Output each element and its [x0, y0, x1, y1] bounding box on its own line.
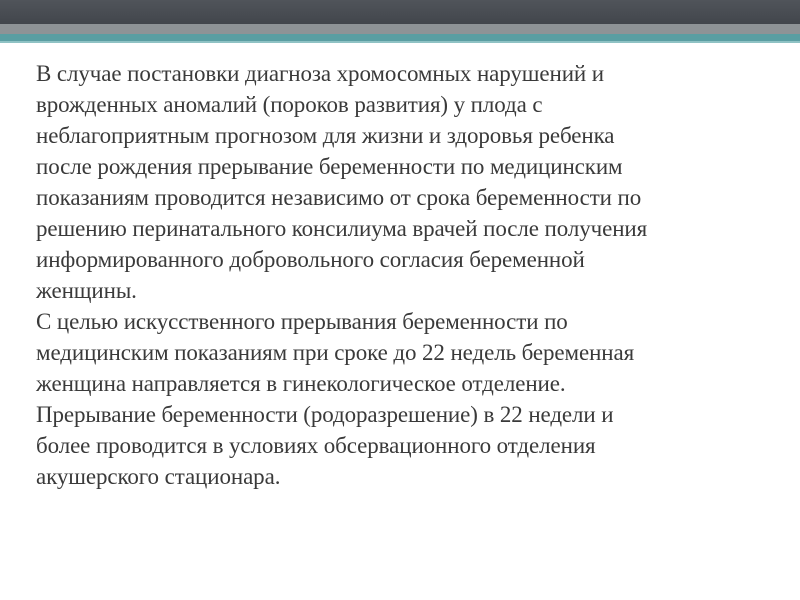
text-line: врожденных аномалий (пороков развития) у плода с: [36, 92, 543, 117]
text-line: В случае постановки диагноза хромосомных нарушений и: [36, 61, 604, 86]
text-line: Прерывание беременности (родоразрешение) в 22 недели и: [36, 402, 614, 427]
text-line: информированного добровольного согласия беременной: [36, 247, 585, 272]
header-stripe-teal-light: [0, 41, 800, 43]
text-line: С целью искусственного прерывания беременности по: [36, 309, 568, 334]
text-line: женщина направляется в гинекологическое отделение.: [36, 371, 566, 396]
text-line: медицинским показаниям при сроке до 22 недель беременная: [36, 340, 635, 365]
header-stripe-gray: [0, 24, 800, 34]
text-line: показаниям проводится независимо от срока беременности по: [36, 185, 642, 210]
text-line: более проводится в условиях обсервационного отделения: [36, 433, 596, 458]
text-line: неблагоприятным прогнозом для жизни и здоровья ребенка: [36, 123, 615, 148]
text-line: акушерского стационара.: [36, 464, 281, 489]
paragraph-2: [36, 306, 776, 399]
paragraph-3: [36, 399, 776, 492]
text-line: решению перинатального консилиума врачей после получения: [36, 216, 648, 241]
header-stripe-teal: [0, 34, 800, 41]
paragraph-1: [36, 58, 776, 306]
text-line: женщины.: [36, 278, 137, 303]
slide-body-text: [36, 58, 776, 492]
text-line: после рождения прерывание беременности по медицинским: [36, 154, 623, 179]
header-band: [0, 0, 800, 24]
